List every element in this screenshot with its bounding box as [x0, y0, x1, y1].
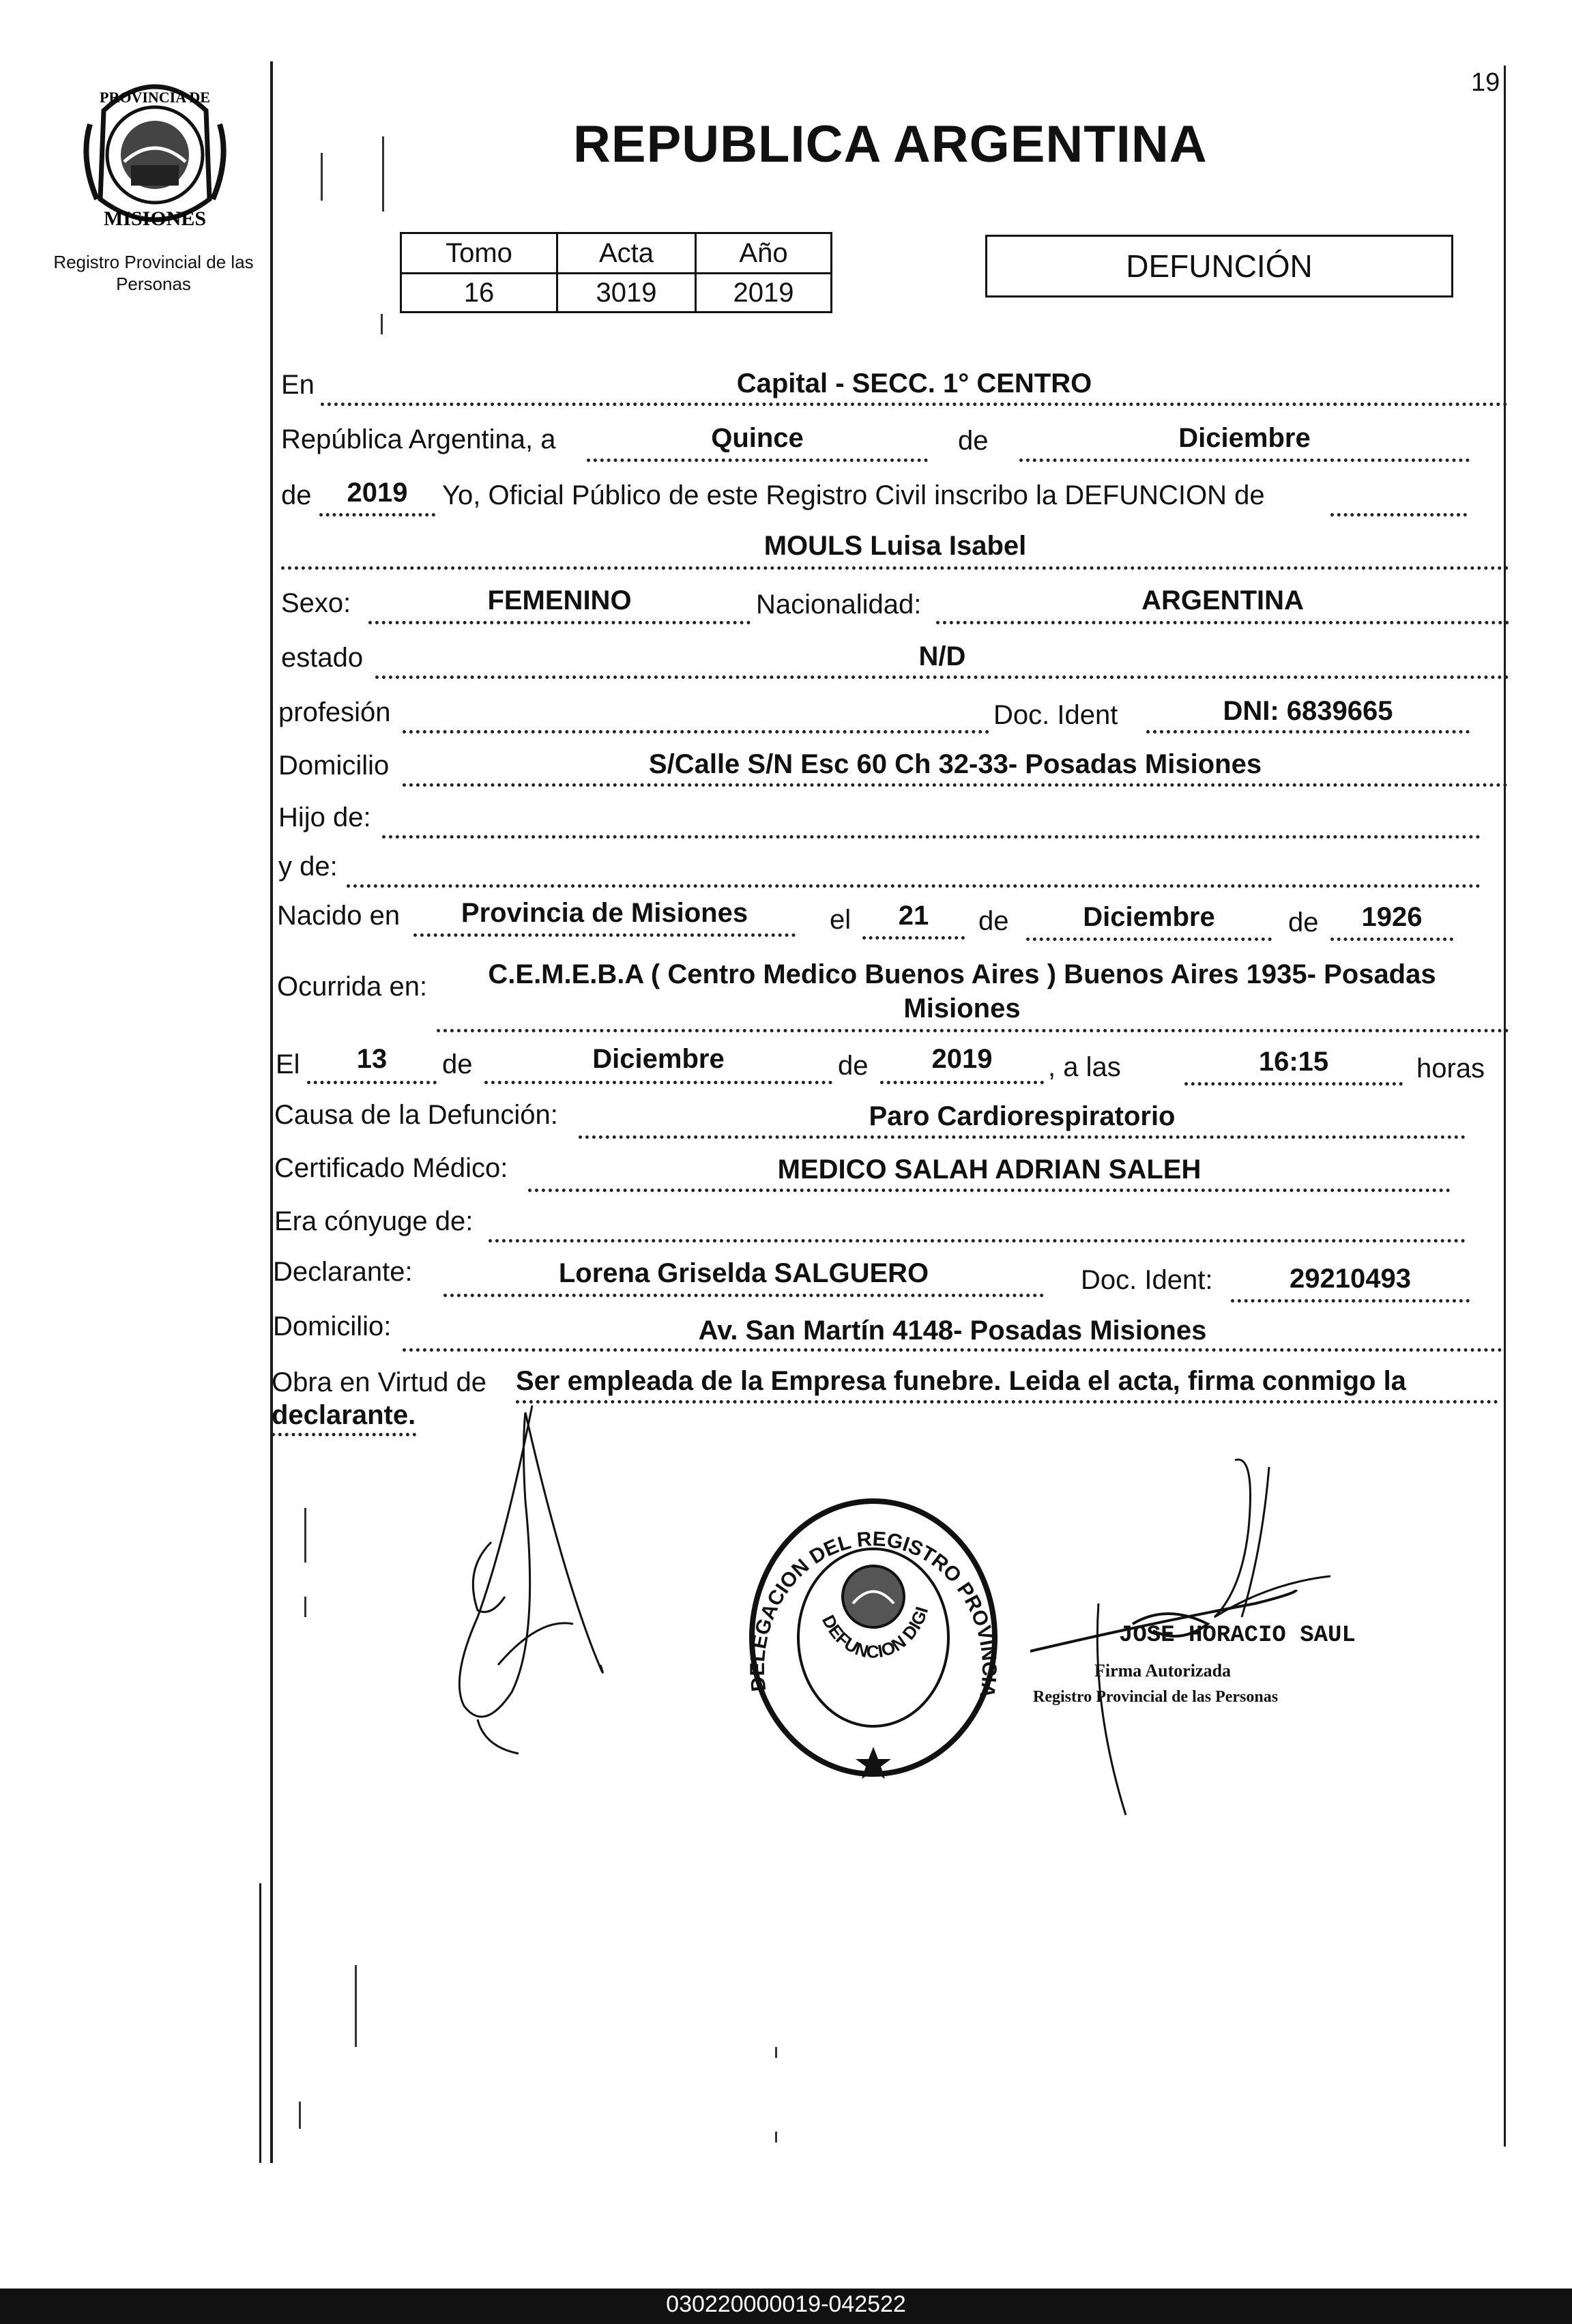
- nacionalidad-line: [936, 621, 1509, 624]
- y-de-line: [347, 884, 1481, 888]
- declarante-doc-value: 29210493: [1290, 1264, 1411, 1294]
- en-label: En: [281, 370, 315, 400]
- ocurrida-value-line1: C.E.M.E.B.A ( Centro Medico Buenos Aires ) Buenos Aires 1935- Posadas: [488, 959, 1436, 989]
- year-value: 2019: [347, 478, 408, 508]
- table-cell-tomo: 16: [401, 274, 557, 313]
- location-value: Capital - SECC. 1° CENTRO: [736, 368, 1092, 398]
- certificado-line: [528, 1189, 1451, 1192]
- decl-domicilio-label: Domicilio:: [273, 1311, 392, 1341]
- nacido-lugar-value: Provincia de Misiones: [461, 898, 748, 928]
- declarante-doc-label: Doc. Ident:: [1081, 1265, 1213, 1295]
- hijo-de-line: [382, 835, 1481, 839]
- doc-ident-value: DNI: 6839665: [1223, 696, 1393, 726]
- year-prefix-label: de: [281, 480, 312, 510]
- table-cell-ano: 2019: [696, 274, 832, 313]
- death-time-value: 16:15: [1258, 1047, 1329, 1077]
- sexo-label: Sexo:: [281, 588, 351, 618]
- scan-mark: [775, 2047, 777, 2058]
- republica-label: República Argentina, a: [281, 424, 556, 454]
- record-table: [400, 232, 832, 313]
- stamp-inner-text: DEFUNCION DIGI: [817, 1604, 933, 1662]
- stamp-outer-text: DELEGACION DEL REGISTRO PROVINCIA: [746, 1528, 1001, 1700]
- left-margin-line-2: [259, 1883, 261, 2163]
- certificado-value: MEDICO SALAH ADRIAN SALEH: [777, 1154, 1202, 1185]
- registry-label: Registro Provincial de las Personas: [53, 252, 254, 294]
- seal-text-top: PROVINCIA DE: [100, 89, 210, 106]
- birth-day-line: [862, 936, 965, 940]
- page-title: REPUBLICA ARGENTINA: [573, 115, 1208, 173]
- oficial-text: Yo, Oficial Público de este Registro Civil inscribo la DEFUNCION de: [442, 480, 1265, 510]
- birth-day-value: 21: [898, 901, 929, 931]
- table-header-tomo: Tomo: [401, 233, 557, 274]
- death-year-line: [880, 1081, 1044, 1084]
- ocurrida-line: [437, 1029, 1509, 1032]
- scan-mark: [299, 2102, 301, 2129]
- sexo-line: [368, 621, 751, 624]
- causa-label: Causa de la Defunción:: [274, 1100, 558, 1130]
- estado-line: [375, 676, 1509, 679]
- el-label: el: [830, 905, 852, 935]
- left-margin-line: [270, 61, 273, 2163]
- nacido-lugar-line: [413, 933, 796, 937]
- causa-line: [579, 1135, 1466, 1139]
- causa-value: Paro Cardiorespiratorio: [869, 1101, 1176, 1131]
- ocurrida-label: Ocurrida en:: [277, 972, 428, 1002]
- domicilio-value: S/Calle S/N Esc 60 Ch 32-33- Posadas Misiones: [648, 749, 1262, 779]
- table-cell-acta: 3019: [557, 274, 696, 313]
- birth-de2-label: de: [1288, 907, 1319, 938]
- death-time-line: [1184, 1082, 1403, 1086]
- day-value: Quince: [711, 423, 804, 453]
- scan-mark: [304, 1597, 306, 1617]
- death-day-value: 13: [356, 1044, 388, 1074]
- nacionalidad-label: Nacionalidad:: [756, 590, 922, 620]
- scan-mark: [355, 1965, 357, 2047]
- obra-line: [516, 1400, 1498, 1404]
- certificado-label: Certificado Médico:: [274, 1153, 508, 1183]
- conyuge-line: [489, 1239, 1466, 1243]
- death-year-value: 2019: [931, 1044, 993, 1074]
- declarant-signature: [437, 1392, 628, 1760]
- conyuge-label: Era cónyuge de:: [274, 1206, 474, 1236]
- birth-month-line: [1026, 938, 1272, 941]
- declarante-value: Lorena Griselda SALGUERO: [558, 1258, 929, 1288]
- death-month-line: [484, 1081, 832, 1084]
- scan-mark: [382, 136, 384, 212]
- obra-line-2: [272, 1433, 416, 1436]
- seal-text-bottom: MISIONES: [103, 207, 207, 230]
- footer-code: 030220000019-042522: [666, 2291, 906, 2317]
- doc-ident-label: Doc. Ident: [993, 700, 1118, 730]
- domicilio-label: Domicilio: [278, 751, 390, 781]
- de-label: de: [958, 426, 989, 456]
- table-header-acta: Acta: [557, 233, 696, 274]
- death-month-value: Diciembre: [592, 1044, 725, 1074]
- obra-label: Obra en Virtud de: [272, 1367, 487, 1397]
- oficial-line: [1330, 513, 1467, 517]
- estado-label: estado: [281, 643, 364, 673]
- scan-mark: [381, 314, 383, 334]
- officer-registry: Registro Provincial de las Personas: [1033, 1688, 1279, 1706]
- death-de2-label: de: [838, 1051, 869, 1081]
- month-line: [1019, 459, 1470, 462]
- month-value: Diciembre: [1178, 423, 1311, 453]
- profesion-label: profesión: [278, 697, 391, 727]
- birth-de1-label: de: [978, 906, 1009, 936]
- obra-value-2: declarante.: [272, 1400, 416, 1430]
- birth-year-value: 1926: [1361, 902, 1423, 932]
- year-line: [319, 513, 435, 517]
- scan-mark: [304, 1508, 306, 1563]
- nacido-label: Nacido en: [277, 901, 401, 931]
- sexo-value: FEMENINO: [487, 585, 632, 615]
- estado-value: N/D: [918, 641, 966, 671]
- obra-value: Ser empleada de la Empresa funebre. Leida el acta, firma conmigo la: [516, 1366, 1406, 1396]
- death-de1-label: de: [442, 1049, 473, 1079]
- horas-label: horas: [1416, 1054, 1485, 1084]
- doc-ident-line: [1146, 730, 1470, 733]
- official-stamp: [744, 1494, 1003, 1781]
- provincial-seal: [76, 70, 233, 240]
- declarante-line: [443, 1294, 1044, 1297]
- death-el-label: El: [276, 1049, 300, 1079]
- y-de-label: y de:: [278, 852, 338, 882]
- officer-role: Firma Autorizada: [1094, 1661, 1232, 1681]
- profesion-line: [403, 730, 989, 733]
- location-line: [321, 403, 1508, 406]
- decl-domicilio-line: [403, 1348, 1502, 1352]
- declarante-label: Declarante:: [273, 1257, 413, 1287]
- birth-year-line: [1330, 938, 1453, 941]
- deceased-name: MOULS Luisa Isabel: [763, 531, 1027, 561]
- nacionalidad-value: ARGENTINA: [1141, 585, 1304, 615]
- declarante-doc-line: [1231, 1299, 1470, 1303]
- day-line: [587, 459, 928, 462]
- decl-domicilio-value: Av. San Martín 4148- Posadas Misiones: [698, 1316, 1207, 1346]
- officer-name: JOSE HORACIO SAUL: [1119, 1623, 1356, 1648]
- domicilio-line: [403, 783, 1508, 787]
- table-header-ano: Año: [696, 233, 832, 274]
- death-day-line: [307, 1081, 437, 1084]
- hijo-de-label: Hijo de:: [278, 802, 371, 832]
- scan-mark: [775, 2132, 777, 2143]
- record-type-box: DEFUNCIÓN: [985, 235, 1453, 297]
- ocurrida-value-line2: Misiones: [903, 993, 1021, 1023]
- birth-month-value: Diciembre: [1083, 902, 1215, 932]
- a-las-label: , a las: [1048, 1052, 1121, 1082]
- name-line: [281, 566, 1509, 570]
- page-number: 19: [1471, 68, 1500, 97]
- scan-mark: [321, 153, 323, 201]
